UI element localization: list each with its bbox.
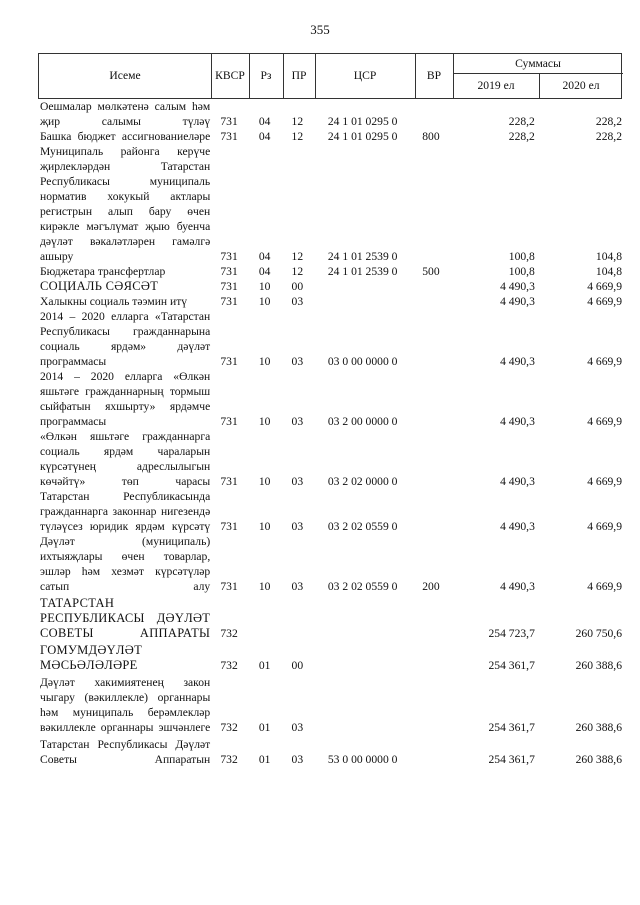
row-sum-2020: 4 669,9 [587,415,622,428]
row-sum-2020: 260 750,6 [575,627,622,640]
row-sum-2019: 100,8 [508,250,535,263]
row-kvsr: 731 [220,250,238,263]
row-name: «Өлкән яшьтәге гражданнарга социаль ярдәм чараларын күрсәтүнең адреслылыгын көчәйтү» төп чарасы [40,430,211,488]
row-pr: 03 [291,295,304,308]
table-row [38,643,622,673]
table-row [38,534,622,594]
table-row [38,489,622,534]
row-sum-2019: 4 490,3 [500,355,535,368]
row-kvsr: 731 [220,355,238,368]
row-sum-2019: 4 490,3 [500,295,535,308]
row-pr: 03 [291,520,304,533]
table-body [38,98,622,767]
row-kvsr: 731 [220,475,238,488]
row-vr: 500 [422,265,440,278]
row-vr: 800 [422,130,440,143]
header-name: Исеме [109,69,141,82]
row-name: ТАТАРСТАН РЕСПУБЛИКАСЫ ДӘҮЛӘТ СОВЕТЫ АППАРАТЫ [40,596,211,640]
row-sum-2020: 104,8 [595,265,622,278]
row-csr: 03 2 00 0000 0 [327,415,398,428]
row-sum-2019: 4 490,3 [500,415,535,428]
row-pr: 12 [291,250,304,263]
row-pr: 12 [291,115,304,128]
row-csr: 03 2 02 0000 0 [327,475,398,488]
row-rz: 04 [258,130,271,143]
row-pr: 03 [291,415,304,428]
row-sum-2019: 254 361,7 [488,721,535,734]
row-pr: 03 [291,355,304,368]
table-row [38,279,622,294]
row-name: Татарстан Республикасында гражданнарга законнар нигезендә түләүсез юридик ярдәм күрсәтү [40,490,211,533]
row-name: Оешмалар мөлкәтенә салым һәм җир салымы түләү [40,100,211,128]
table-row [38,99,622,129]
row-csr: 03 0 00 0000 0 [327,355,398,368]
row-pr: 12 [291,130,304,143]
row-pr: 03 [291,580,304,593]
table-header [38,53,622,98]
table-row [38,129,622,144]
header-year-2019: 2019 ел [477,79,515,92]
row-rz: 10 [258,355,271,368]
row-csr: 03 2 02 0559 0 [327,580,398,593]
row-sum-2020: 260 388,6 [575,721,622,734]
row-kvsr: 732 [220,721,238,734]
row-sum-2019: 4 490,3 [500,580,535,593]
row-pr: 00 [291,280,304,293]
header-csr: ЦСР [353,69,377,82]
row-rz: 01 [258,659,271,672]
row-sum-2019: 254 361,7 [488,659,535,672]
header-vr: ВР [426,69,442,82]
row-sum-2020: 4 669,9 [587,295,622,308]
header-rz: Рз [260,69,272,82]
row-sum-2019: 254 723,7 [488,627,535,640]
row-pr: 12 [291,265,304,278]
table-row [38,596,622,641]
row-sum-2020: 4 669,9 [587,580,622,593]
row-sum-2020: 228,2 [595,115,622,128]
row-kvsr: 731 [220,115,238,128]
table-row [38,309,622,369]
row-csr: 24 1 01 2539 0 [327,265,398,278]
table-row [38,737,622,767]
row-csr: 24 1 01 0295 0 [327,130,398,143]
row-vr: 200 [422,580,440,593]
budget-table [38,53,622,767]
row-rz: 10 [258,475,271,488]
row-kvsr: 731 [220,415,238,428]
row-sum-2019: 4 490,3 [500,280,535,293]
row-csr: 53 0 00 0000 0 [327,753,398,766]
row-rz: 04 [258,250,271,263]
row-name: ГОМУМДӘҮЛӘТ МӘСЬӘЛӘЛӘРЕ [40,643,143,672]
row-sum-2020: 228,2 [595,130,622,143]
table-row [38,264,622,279]
row-pr: 03 [291,721,304,734]
row-sum-2020: 4 669,9 [587,355,622,368]
row-rz: 10 [258,415,271,428]
row-rz: 10 [258,520,271,533]
row-name: Бюджетара трансфертлар [40,265,166,278]
row-kvsr: 732 [220,627,238,640]
row-rz: 01 [258,721,271,734]
page-number: 355 [310,22,330,37]
row-csr: 24 1 01 0295 0 [327,115,398,128]
row-csr: 03 2 02 0559 0 [327,520,398,533]
row-name: Халыкны социаль тәэмин итү [40,295,188,308]
header-sums: Суммасы [515,57,561,70]
header-pr: ПР [291,69,307,82]
header-kvsr: КВСР [215,69,245,82]
row-pr: 03 [291,475,304,488]
table-row [38,369,622,429]
table-row [38,144,622,264]
row-rz: 10 [258,295,271,308]
row-kvsr: 731 [220,280,238,293]
row-sum-2020: 104,8 [595,250,622,263]
row-sum-2019: 4 490,3 [500,475,535,488]
row-sum-2019: 228,2 [508,115,535,128]
row-name: Дәүләт (муниципаль) ихтыяҗлары өчен товарлар, эшләр һәм хезмәт күрсәтүләр сатып алу [40,535,211,593]
table-row [38,429,622,489]
row-sum-2019: 4 490,3 [500,520,535,533]
row-sum-2019: 100,8 [508,265,535,278]
row-pr: 03 [291,753,304,766]
row-kvsr: 731 [220,130,238,143]
table-row [38,675,622,735]
row-sum-2020: 4 669,9 [587,280,622,293]
row-sum-2020: 4 669,9 [587,520,622,533]
row-name: Дәүләт хакимиятенең закон чыгару (вәкиллекле) органнары һәм муниципаль берәмлекләр вәкиллекле органнары эшчәнлеге [40,676,211,734]
row-csr: 24 1 01 2539 0 [327,250,398,263]
row-kvsr: 731 [220,295,238,308]
row-name: СОЦИАЛЬ СӘЯСӘТ [40,279,159,293]
row-sum-2019: 228,2 [508,130,535,143]
row-sum-2019: 254 361,7 [488,753,535,766]
row-kvsr: 731 [220,520,238,533]
row-sum-2020: 4 669,9 [587,475,622,488]
row-rz: 10 [258,280,271,293]
table-row [38,294,622,309]
row-kvsr: 732 [220,753,238,766]
row-name: Татарстан Республикасы Дәүләт Советы Аппаратын [40,738,211,766]
row-name: Муниципаль районга керүче җирлекләрдән Татарстан Республикасы муниципаль норматив хокукый актлары регистрын алып бару өчен кирәкле мәгълүмат җыю буенча дәүләт вәкаләтләрен гамәлгә ашыру [40,145,211,263]
row-sum-2020: 260 388,6 [575,753,622,766]
row-kvsr: 731 [220,265,238,278]
row-rz: 10 [258,580,271,593]
row-pr: 00 [291,659,304,672]
row-rz: 04 [258,265,271,278]
row-rz: 04 [258,115,271,128]
row-kvsr: 731 [220,580,238,593]
row-name: 2014 – 2020 елларга «Татарстан Республикасы гражданнарына социаль ярдәм» дәүләт программасы [40,310,211,368]
row-name: Башка бюджет ассигнованиеләре [40,130,211,143]
row-sum-2020: 260 388,6 [575,659,622,672]
row-name: 2014 – 2020 елларга «Өлкән яшьтәге гражданнарның тормыш сыйфатын яхшырту» ярдәмче программасы [40,370,211,428]
row-kvsr: 732 [220,659,238,672]
header-year-2020: 2020 ел [562,79,600,92]
row-rz: 01 [258,753,271,766]
